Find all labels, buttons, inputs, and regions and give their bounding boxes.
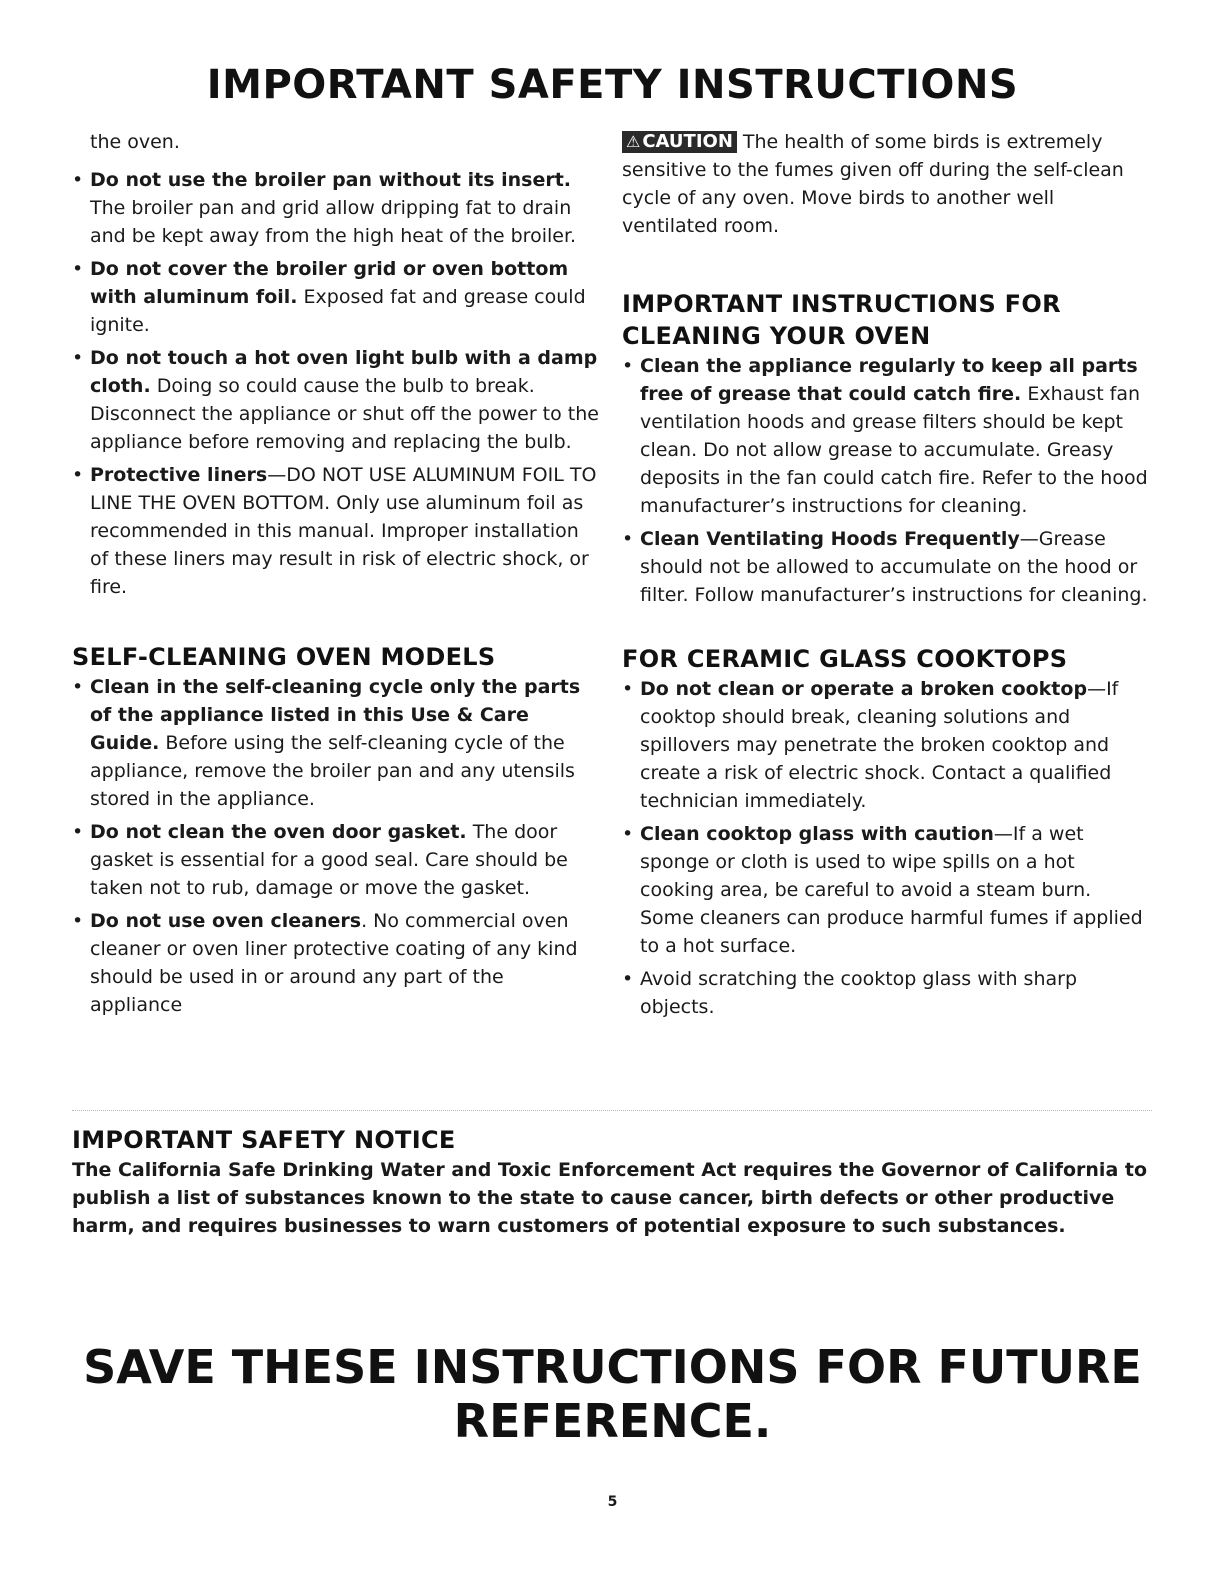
- page-title: IMPORTANT SAFETY INSTRUCTIONS: [206, 62, 1019, 108]
- safety-notice: [72, 1124, 1152, 1240]
- ceramic-heading: FOR CERAMIC GLASS COOKTOPS: [622, 645, 1068, 673]
- caution-paragraph: [622, 128, 1150, 240]
- item-bold: Do not touch a hot oven light bulb with a damp cloth.: [90, 347, 598, 397]
- left-column: [72, 128, 600, 1024]
- notice-heading: IMPORTANT SAFETY NOTICE: [72, 1126, 456, 1154]
- item-bold: Do not clean or operate a broken cooktop: [640, 678, 1088, 700]
- item-bold: Clean in the self-cleaning cycle only the parts of the appliance listed in this Use & Care Guide.: [90, 676, 581, 754]
- self-clean-heading: SELF-CLEANING OVEN MODELS: [72, 643, 496, 671]
- caution-text: The health of some birds is extremely sensitive to the fumes given off during the self-clean cycle of any oven. Move birds to another well ventilated room.: [622, 131, 1124, 237]
- item-bold: Do not use oven cleaners: [90, 910, 362, 932]
- item-bold: Clean Ventilating Hoods Frequently: [640, 528, 1020, 550]
- list-item: [72, 166, 600, 250]
- save-instructions-title: SAVE THESE INSTRUCTIONS FOR FUTURE REFERENCE.: [83, 1340, 1142, 1448]
- item-text: Exposed fat and grease could ignite.: [90, 286, 586, 336]
- item-bold: Protective liners: [90, 464, 268, 486]
- item-text: . No commercial oven cleaner or oven liner protective coating of any kind should be used in or around any part of the appliance: [90, 910, 578, 1016]
- section-divider: [72, 1110, 1152, 1111]
- item-bold: Clean cooktop glass with caution: [640, 823, 994, 845]
- right-column: [622, 128, 1150, 1026]
- list-item: [622, 352, 1150, 520]
- item-text: —If cooktop should break, cleaning solutions and spillovers may penetrate the broken cooktop and create a risk of electric shock. Contact a qualified technician immediately.: [640, 678, 1119, 812]
- item-bold: Do not cover the broiler grid or oven bottom with aluminum foil.: [90, 258, 569, 308]
- list-item: [622, 525, 1150, 609]
- item-bold: Do not clean the oven door gasket.: [90, 821, 467, 843]
- item-text: The broiler pan and grid allow dripping fat to drain and be kept away from the high heat of the broiler.: [90, 197, 577, 247]
- cleaning-heading-line1: IMPORTANT INSTRUCTIONS FOR: [622, 290, 1061, 318]
- list-item: [622, 965, 1150, 1021]
- notice-text: The California Safe Drinking Water and Toxic Enforcement Act requires the Governor of California to publish a list of substances known to the state to cause cancer, birth defects or other productive harm, and requires businesses to warn customers of potential exposure to such substances.: [72, 1159, 1148, 1237]
- item-text: —DO NOT USE ALUMINUM FOIL TO LINE THE OVEN BOTTOM. Only use aluminum foil as recommended in this manual. Improper installation of these liners may result in risk of electric shock, or fire.: [90, 464, 597, 598]
- item-bold: Clean the appliance regularly to keep all parts free of grease that could catch fire.: [640, 355, 1138, 405]
- item-text: The door gasket is essential for a good seal. Care should be taken not to rub, damage or move the gasket.: [90, 821, 568, 899]
- caution-label: CAUTION: [642, 131, 733, 152]
- list-item: [72, 461, 600, 601]
- page-number: 5: [607, 1494, 618, 1510]
- list-item: [72, 344, 600, 456]
- list-item: [72, 255, 600, 339]
- item-text: Doing so could cause the bulb to break. Disconnect the appliance or shut off the power to the appliance before removing and replacing the bulb.: [90, 375, 599, 453]
- item-text: Avoid scratching the cooktop glass with sharp objects.: [640, 968, 1078, 1018]
- item-text: —If a wet sponge or cloth is used to wipe spills on a hot cooking area, be careful to avoid a steam burn. Some cleaners can produce harmful fumes if applied to a hot surface.: [640, 823, 1143, 957]
- caution-badge: [622, 131, 737, 153]
- item-text: Before using the self-cleaning cycle of the appliance, remove the broiler pan and any utensils stored in the appliance.: [90, 732, 575, 810]
- item-text: —Grease should not be allowed to accumulate on the hood or filter. Follow manufacturer’s instructions for cleaning.: [640, 528, 1148, 606]
- cleaning-heading-line2: CLEANING YOUR OVEN: [622, 322, 931, 350]
- item-bold: Do not use the broiler pan without its insert.: [90, 169, 572, 191]
- warning-icon: ⚠: [626, 132, 641, 151]
- cleaning-heading: [622, 288, 1150, 352]
- list-item: [72, 907, 600, 1019]
- item-text: Exhaust fan ventilation hoods and grease filters should be kept clean. Do not allow grease to accumulate. Greasy deposits in the fan could catch fire. Refer to the hood manufacturer’s instructions for cleaning.: [640, 383, 1148, 517]
- list-item: [622, 820, 1150, 960]
- intro-text: the oven.: [90, 131, 180, 153]
- list-item: [622, 675, 1150, 815]
- list-item: [72, 673, 600, 813]
- list-item: [72, 818, 600, 902]
